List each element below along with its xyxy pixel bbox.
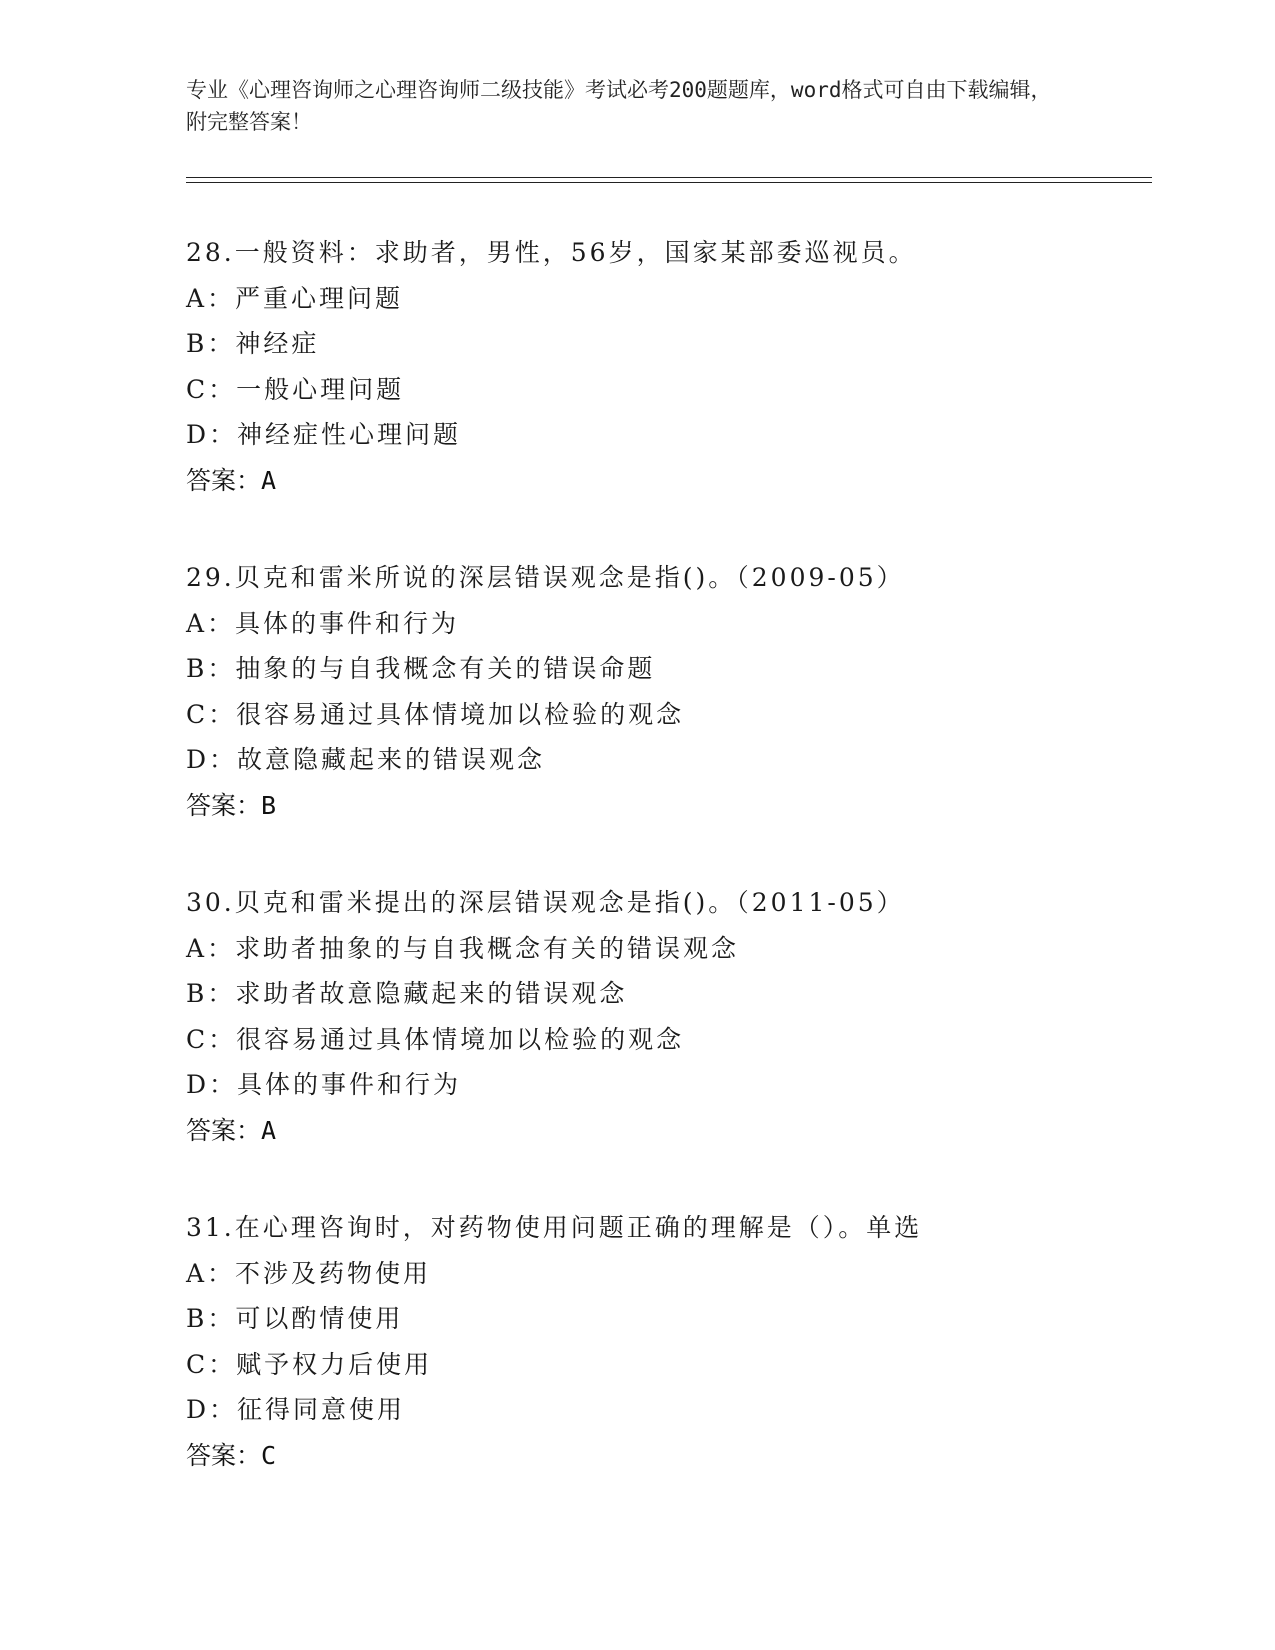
option-b: B：可以酌情使用 — [186, 1304, 404, 1333]
option-a: A：不涉及药物使用 — [186, 1258, 432, 1288]
question-30 — [186, 880, 1152, 1153]
option-a: A：严重心理问题 — [186, 283, 404, 313]
option-c: C：很容易通过具体情境加以检验的观念 — [186, 699, 685, 729]
document-intro: 专业《心理咨询师之心理咨询师二级技能》考试必考200题题库，word格式可自由下载编辑，附完整答案！ — [186, 78, 1052, 134]
option-d: D：神经症性心理问题 — [186, 420, 462, 449]
option-d: D：具体的事件和行为 — [186, 1070, 462, 1099]
answer-line: 答案：B — [186, 790, 277, 820]
answer-line: 答案：A — [186, 1115, 277, 1145]
header-divider-top — [186, 177, 1152, 178]
question-stem: 31.在心理咨询时，对药物使用问题正确的理解是（）。单选 — [186, 1213, 923, 1242]
question-stem: 29.贝克和雷米所说的深层错误观念是指()。（2009-05） — [186, 563, 905, 592]
option-d: D：故意隐藏起来的错误观念 — [186, 745, 546, 774]
header-divider-bottom — [186, 182, 1152, 183]
question-stem: 30.贝克和雷米提出的深层错误观念是指()。（2011-05） — [186, 888, 905, 917]
option-b: B：神经症 — [186, 329, 320, 358]
option-c: C：赋予权力后使用 — [186, 1349, 433, 1379]
question-29 — [186, 555, 1152, 828]
answer-line: 答案：C — [186, 1440, 277, 1470]
option-c: C：一般心理问题 — [186, 374, 405, 404]
option-b: B：求助者故意隐藏起来的错误观念 — [186, 979, 628, 1008]
option-c: C：很容易通过具体情境加以检验的观念 — [186, 1024, 685, 1054]
question-28 — [186, 230, 1152, 503]
option-d: D：征得同意使用 — [186, 1395, 406, 1424]
option-a: A：具体的事件和行为 — [186, 608, 460, 638]
question-stem: 28.一般资料：求助者，男性，56岁，国家某部委巡视员。 — [186, 238, 917, 267]
answer-line: 答案：A — [186, 465, 277, 495]
option-b: B：抽象的与自我概念有关的错误命题 — [186, 654, 656, 683]
question-list — [186, 230, 1152, 1530]
question-31 — [186, 1205, 1152, 1478]
option-a: A：求助者抽象的与自我概念有关的错误观念 — [186, 933, 740, 963]
